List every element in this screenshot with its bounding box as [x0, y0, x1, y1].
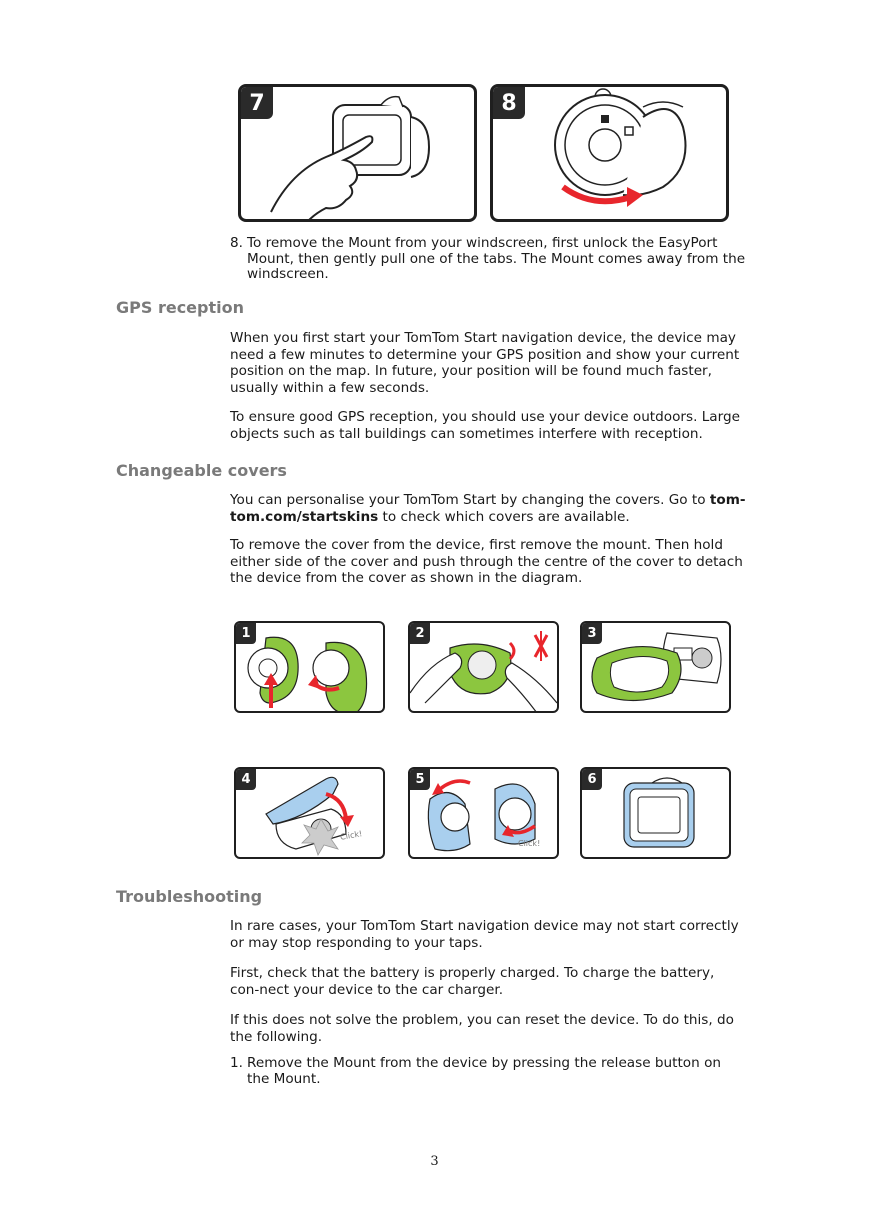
section-heading-troubleshooting: Troubleshooting: [116, 887, 263, 906]
gps-paragraph-2: To ensure good GPS reception, you should use your device outdoors. Large objects such as tall buildings can sometimes interfere with reception.: [230, 409, 740, 442]
gps-paragraph-1: When you first start your TomTom Start navigation device, the device may need a few minutes to determine your GPS position and show your current position on the map. In future, your position will be found much faster, usually within a few seconds.: [230, 330, 740, 396]
covers-paragraph-1: [230, 492, 746, 525]
startskins-link[interactable]: tom-tom.com/startskins: [230, 492, 746, 525]
cover-panel-3: [580, 621, 731, 713]
step-text: Remove the Mount from the device by pressing the release button on the Mount.: [247, 1055, 721, 1087]
step-badge: 1: [236, 623, 256, 644]
cover-panel-4: [234, 767, 385, 859]
step-number: 8.: [230, 235, 243, 251]
lock-icon: [601, 115, 609, 123]
troubleshooting-paragraph-3: If this does not solve the problem, you can reset the device. To do this, do the following.: [230, 1012, 734, 1045]
cover-panel-5: [408, 767, 559, 859]
step-badge: 5: [410, 769, 430, 790]
remove-mount-illustration: [236, 623, 383, 711]
device-with-cover-illustration: [582, 769, 729, 857]
separate-cover-illustration: [582, 623, 729, 711]
troubleshooting-paragraph-1: In rare cases, your TomTom Start navigation device may not start correctly or may stop responding to your taps.: [230, 918, 739, 951]
hold-cover-illustration: [410, 623, 557, 711]
cover-panel-2: [408, 621, 559, 713]
attach-cover-illustration: [236, 769, 383, 857]
illustration-panel-7: [238, 84, 477, 222]
page-number: 3: [430, 1154, 439, 1169]
step-8: [230, 236, 746, 283]
section-heading-gps: GPS reception: [116, 298, 244, 317]
step-text: To remove the Mount from your windscreen, first unlock the EasyPort Mount, then gently pull one of the tabs. The Mount comes away from the windscreen.: [247, 235, 746, 282]
covers-text-before: You can personalise your TomTom Start by changing the covers. Go to: [230, 492, 710, 508]
step-badge: 4: [236, 769, 256, 790]
hand-tapping-device-illustration: [241, 87, 474, 219]
click-caption: Click!: [339, 829, 363, 842]
step-badge: 3: [582, 623, 602, 644]
step-badge: 8: [493, 87, 525, 119]
troubleshooting-step-1: [230, 1056, 746, 1087]
step-badge: 7: [241, 87, 273, 119]
step-number: 1.: [230, 1055, 243, 1071]
cover-panel-1: [234, 621, 385, 713]
step-badge: 6: [582, 769, 602, 790]
troubleshooting-paragraph-2: First, check that the battery is properly charged. To charge the battery, con-nect your device to the car charger.: [230, 965, 715, 998]
unlock-mount-illustration: [493, 87, 726, 219]
illustration-panel-8: [490, 84, 729, 222]
cover-panel-6: [580, 767, 731, 859]
click-caption: Click!: [518, 839, 541, 848]
covers-text-after: to check which covers are available.: [378, 508, 630, 525]
section-heading-covers: Changeable covers: [116, 461, 287, 480]
step-badge: 2: [410, 623, 430, 644]
covers-paragraph-2: To remove the cover from the device, first remove the mount. Then hold either side of the cover and push through the centre of the cover to detach the device from the cover as shown in the diagram.: [230, 537, 743, 586]
